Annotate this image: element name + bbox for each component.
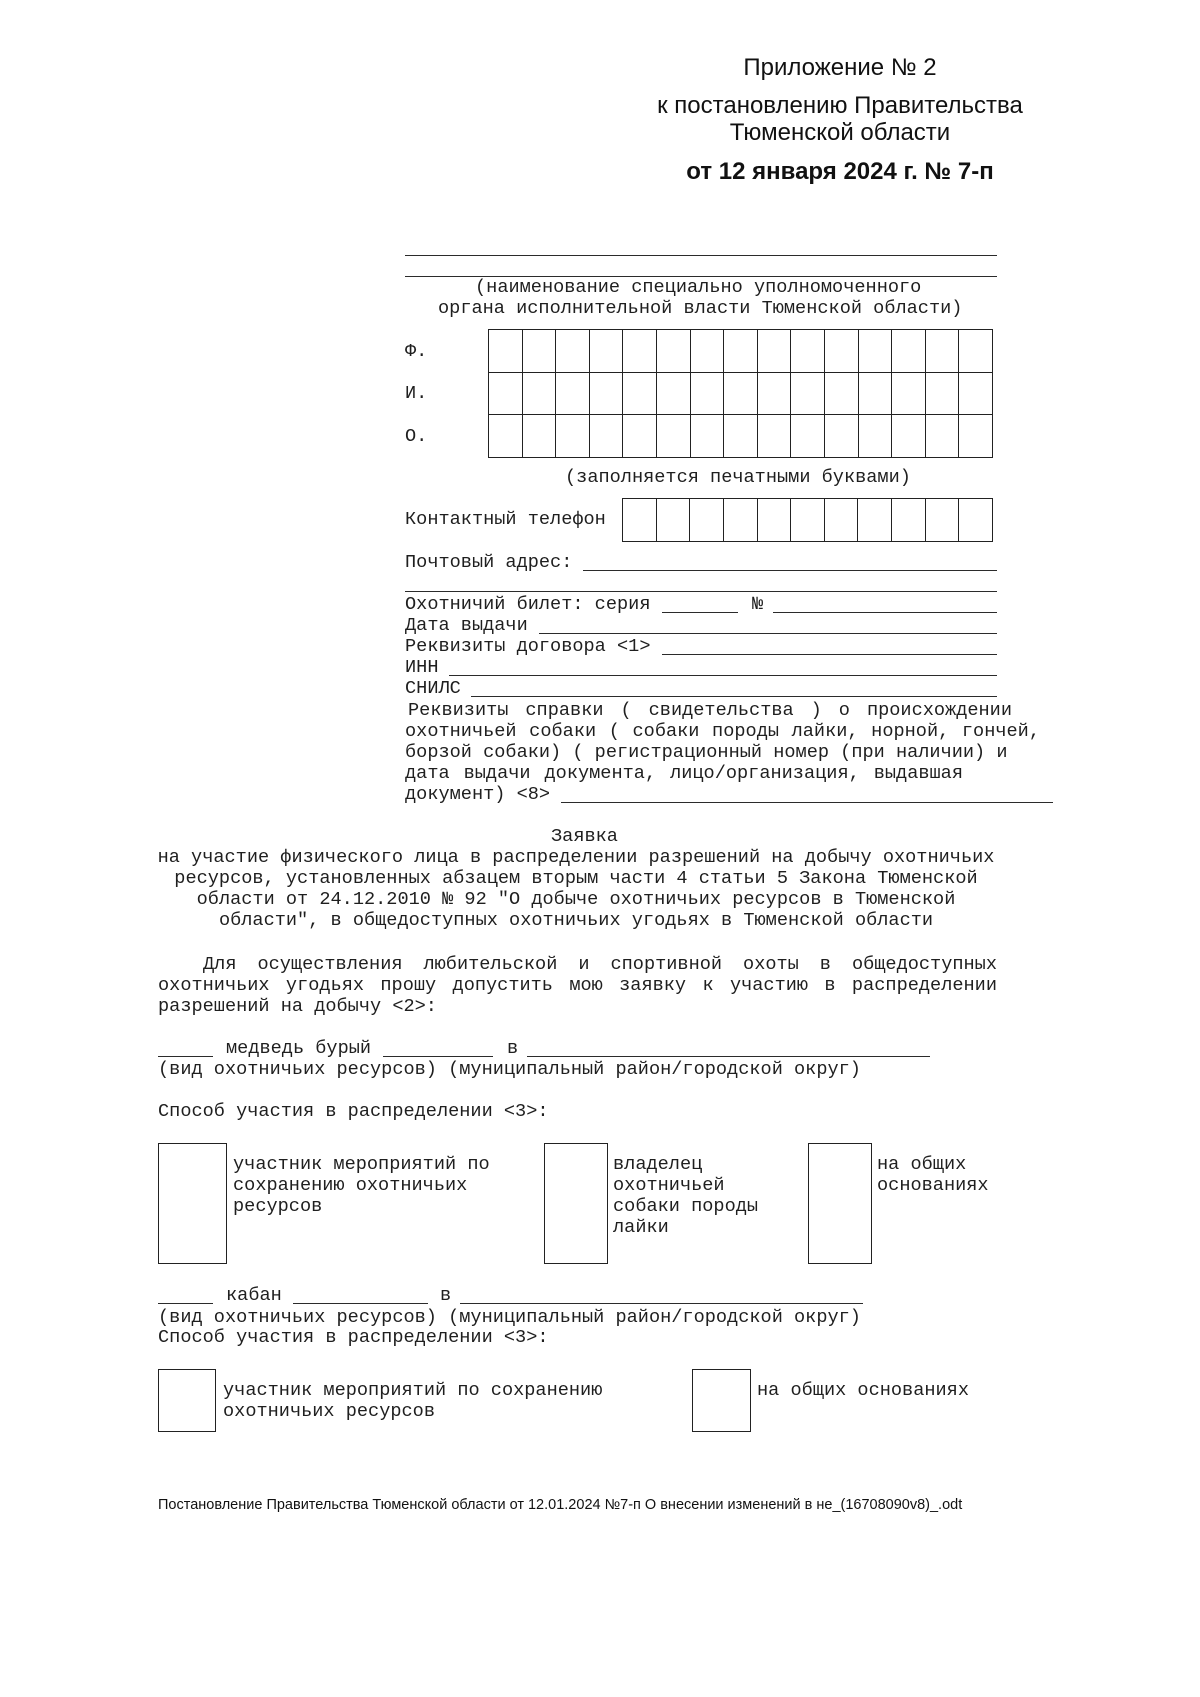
patronymic-letter-cell xyxy=(489,415,523,458)
name-letter-cell xyxy=(791,373,825,416)
bear-option-laika-owner-label: лайки xyxy=(613,1217,669,1238)
phone-digit-cell xyxy=(623,499,657,542)
bear-option-laika-owner-label: охотничьей xyxy=(613,1175,725,1196)
surname-label: Ф. xyxy=(405,341,428,362)
phone-digit-cell xyxy=(858,499,892,542)
bear-participation-method-label: Способ участия в распределении <3>: xyxy=(158,1101,549,1122)
request-paragraph-line: Для осуществления любительской и спортивной охоты в общедоступных xyxy=(203,954,997,975)
bear-option-conservation-label: сохранению охотничьих xyxy=(233,1175,468,1196)
phone-label: Контактный телефон xyxy=(405,509,606,530)
bear-quantity-field xyxy=(158,1056,213,1057)
surname-letter-cell xyxy=(758,330,792,373)
bear-details-field xyxy=(383,1056,493,1057)
boar-option-conservation-checkbox xyxy=(158,1369,216,1432)
bear-preposition: в xyxy=(507,1038,519,1059)
contract-details-field xyxy=(662,654,997,655)
request-paragraph-line: разрешений на добычу <2>: xyxy=(158,996,437,1017)
patronymic-letter-cell xyxy=(657,415,691,458)
patronymic-letter-cell xyxy=(691,415,725,458)
bear-species-label: медведь бурый xyxy=(226,1038,372,1059)
block-letters-hint: (заполняется печатными буквами) xyxy=(565,467,911,488)
patronymic-letter-cell xyxy=(825,415,859,458)
patronymic-letter-cell xyxy=(590,415,624,458)
hunting-ticket-number-field xyxy=(773,612,997,613)
application-subject-line: области от 24.12.2010 № 92 "О добыче охотничьих ресурсов в Тюменской xyxy=(196,889,956,910)
patronymic-letter-cell xyxy=(892,415,926,458)
phone-digit-grid xyxy=(622,498,993,542)
surname-letter-cell xyxy=(489,330,523,373)
patronymic-letter-cell xyxy=(623,415,657,458)
surname-letter-cell xyxy=(556,330,590,373)
name-letter-cell xyxy=(859,373,893,416)
hunting-ticket-series-label: Охотничий билет: серия xyxy=(405,594,651,615)
request-paragraph-line: охотничьих угодьях прошу допустить мою заявку к участию в распределении xyxy=(158,975,997,996)
name-letter-cell xyxy=(489,373,523,416)
issue-date-field xyxy=(539,633,997,634)
boar-preposition: в xyxy=(440,1285,452,1306)
name-letter-cell xyxy=(556,373,590,416)
bear-option-conservation-label: ресурсов xyxy=(233,1196,323,1217)
name-label: И. xyxy=(405,383,428,404)
surname-letter-cell xyxy=(892,330,926,373)
surname-letter-cell xyxy=(791,330,825,373)
phone-digit-cell xyxy=(825,499,859,542)
patronymic-letter-cell xyxy=(959,415,993,458)
boar-option-general-label: на общих основаниях xyxy=(757,1380,970,1401)
surname-letter-cell xyxy=(590,330,624,373)
authority-name-line xyxy=(405,255,997,256)
dog-certificate-text: Реквизиты справки ( свидетельства ) о происхождении xyxy=(408,700,1012,721)
surname-letter-cell xyxy=(825,330,859,373)
postal-address-field-line2 xyxy=(405,591,997,592)
name-letter-cell xyxy=(724,373,758,416)
inn-label: ИНН xyxy=(405,657,439,678)
phone-digit-cell xyxy=(657,499,691,542)
bear-option-laika-owner-label: собаки породы xyxy=(613,1196,759,1217)
phone-digit-cell xyxy=(690,499,724,542)
patronymic-label: О. xyxy=(405,426,428,447)
surname-letter-cell xyxy=(523,330,557,373)
boar-field-caption: (вид охотничьих ресурсов) (муниципальный район/городской округ) xyxy=(158,1307,861,1328)
boar-details-field xyxy=(293,1303,428,1304)
boar-quantity-field xyxy=(158,1303,213,1304)
bear-field-caption: (вид охотничьих ресурсов) (муниципальный район/городской округ) xyxy=(158,1059,861,1080)
name-letter-cell xyxy=(926,373,960,416)
authority-caption: органа исполнительной власти Тюменской области) xyxy=(438,298,963,319)
phone-digit-cell xyxy=(724,499,758,542)
appendix-number: Приложение № 2 xyxy=(743,54,937,81)
patronymic-letter-cell xyxy=(758,415,792,458)
application-subject-line: области", в общедоступных охотничьих угодьях в Тюменской области xyxy=(218,910,934,931)
boar-option-general-checkbox xyxy=(692,1369,751,1432)
name-letter-cell xyxy=(959,373,993,416)
phone-digit-cell xyxy=(892,499,926,542)
name-letter-cell xyxy=(758,373,792,416)
authority-caption: (наименование специально уполномоченного xyxy=(475,277,922,298)
patronymic-letter-cell xyxy=(791,415,825,458)
boar-district-field xyxy=(460,1303,863,1304)
surname-letter-cell xyxy=(926,330,960,373)
full-name-letter-grid xyxy=(488,329,993,458)
surname-letter-cell xyxy=(623,330,657,373)
name-letter-cell xyxy=(892,373,926,416)
patronymic-letter-cell xyxy=(859,415,893,458)
bear-option-conservation-label: участник мероприятий по xyxy=(233,1154,490,1175)
application-heading: Заявка xyxy=(551,826,618,847)
surname-letter-cell xyxy=(859,330,893,373)
dog-certificate-text: дата выдачи документа, лицо/организация, выдавшая xyxy=(405,763,963,784)
patronymic-letter-cell xyxy=(523,415,557,458)
snils-label: СНИЛС xyxy=(405,678,461,699)
name-letter-cell xyxy=(691,373,725,416)
application-subject-line: ресурсов, установленных абзацем вторым части 4 статьи 5 Закона Тюменской xyxy=(174,868,978,889)
dog-certificate-field xyxy=(561,802,1053,803)
name-letter-cell xyxy=(590,373,624,416)
bear-district-field xyxy=(527,1056,930,1057)
boar-participation-method-label: Способ участия в распределении <3>: xyxy=(158,1327,549,1348)
phone-digit-cell xyxy=(791,499,825,542)
dog-certificate-text: борзой собаки) ( регистрационный номер (при наличии) и xyxy=(405,742,1008,763)
resolution-date-number: от 12 января 2024 г. № 7-п xyxy=(686,158,994,185)
name-letter-cell xyxy=(523,373,557,416)
issue-date-label: Дата выдачи xyxy=(405,615,528,636)
boar-option-conservation-label: охотничьих ресурсов xyxy=(223,1401,436,1422)
boar-species-label: кабан xyxy=(226,1285,282,1306)
name-letter-cell xyxy=(623,373,657,416)
application-subject-line: на участие физического лица в распределении разрешений на добычу охотничьих xyxy=(157,847,995,868)
patronymic-letter-cell xyxy=(556,415,590,458)
bear-option-laika-owner-label: владелец xyxy=(613,1154,703,1175)
hunting-ticket-number-sign: № xyxy=(752,594,764,615)
document-footer: Постановление Правительства Тюменской области от 12.01.2024 №7-п О внесении изменений в не_(16708090v8)_.odt xyxy=(158,1497,963,1513)
name-letter-cell xyxy=(657,373,691,416)
surname-letter-cell xyxy=(959,330,993,373)
dog-certificate-text: охотничьей собаки ( собаки породы лайки, норной, гончей, xyxy=(405,721,1040,742)
boar-option-conservation-label: участник мероприятий по сохранению xyxy=(223,1380,603,1401)
bear-option-general-checkbox xyxy=(808,1143,872,1264)
contract-details-label: Реквизиты договора <1> xyxy=(405,636,651,657)
bear-option-conservation-checkbox xyxy=(158,1143,227,1264)
postal-address-label: Почтовый адрес: xyxy=(405,552,573,573)
postal-address-field xyxy=(583,570,997,571)
patronymic-letter-cell xyxy=(724,415,758,458)
hunting-ticket-series-field xyxy=(662,612,738,613)
surname-letter-cell xyxy=(724,330,758,373)
snils-field xyxy=(471,696,997,697)
surname-letter-cell xyxy=(691,330,725,373)
phone-digit-cell xyxy=(959,499,993,542)
bear-option-general-label: на общих xyxy=(877,1154,967,1175)
resolution-reference: к постановлению Правительства xyxy=(657,92,1023,119)
bear-option-general-label: основаниях xyxy=(877,1175,989,1196)
phone-digit-cell xyxy=(758,499,792,542)
name-letter-cell xyxy=(825,373,859,416)
patronymic-letter-cell xyxy=(926,415,960,458)
resolution-authority: Тюменской области xyxy=(729,119,951,146)
phone-digit-cell xyxy=(926,499,960,542)
surname-letter-cell xyxy=(657,330,691,373)
bear-option-laika-owner-checkbox xyxy=(544,1143,608,1264)
inn-field xyxy=(449,675,997,676)
dog-certificate-text: документ) <8> xyxy=(405,784,551,805)
